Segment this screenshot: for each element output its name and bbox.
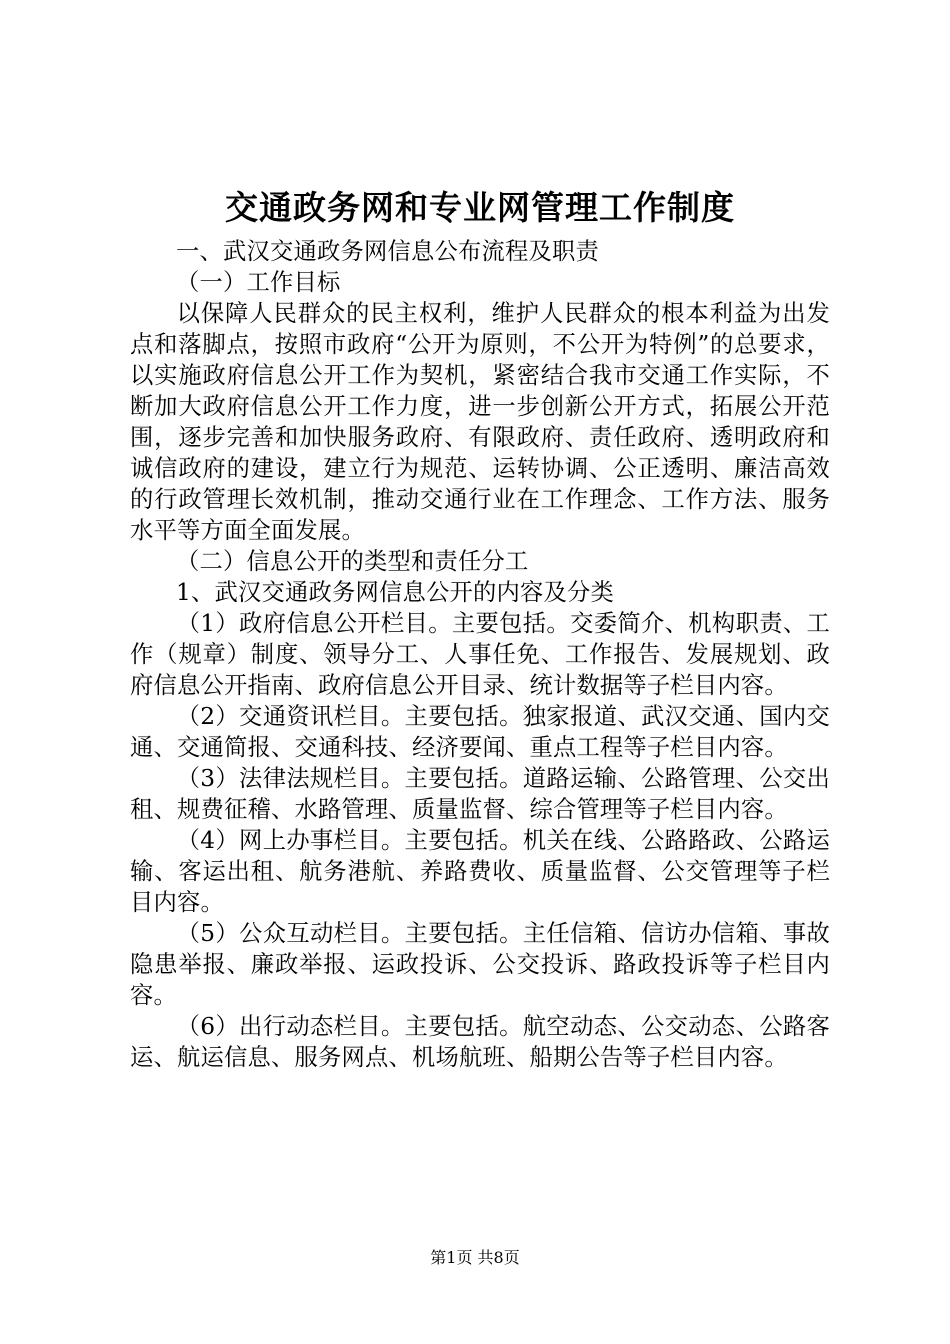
section-heading-content: 1、武汉交通政务网信息公开的内容及分类 (176, 579, 614, 606)
page-number-footer: 第1页 共8页 (430, 1248, 520, 1267)
list-item-government-info: （1）政府信息公开栏目。主要包括。交委简介、机构职责、工作（规章）制度、领导分工、人事任免、工作报告、发展规划、政府信息公开指南、政府信息公开目录、统计数据等子栏目内容。 (130, 610, 830, 699)
list-item-travel-updates: （6）出行动态栏目。主要包括。航空动态、公交动态、公路客运、航运信息、服务网点、机场航班、船期公告等子栏目内容。 (130, 1013, 830, 1071)
section-heading-1: 一、武汉交通政务网信息公布流程及职责 (176, 238, 599, 265)
document-page (130, 186, 830, 1073)
section-heading-types: （二）信息公开的类型和责任分工 (176, 548, 529, 575)
list-item-public-interaction: （5）公众互动栏目。主要包括。主任信箱、信访办信箱、事故隐患举报、廉政举报、运政投诉、公交投诉、路政投诉等子栏目内容。 (130, 920, 830, 1009)
list-item-laws: （3）法律法规栏目。主要包括。道路运输、公路管理、公交出租、规费征稽、水路管理、质量监督、综合管理等子栏目内容。 (130, 765, 830, 823)
list-item-online-services: （4）网上办事栏目。主要包括。机关在线、公路路政、公路运输、客运出租、航务港航、养路费收、质量监督、公交管理等子栏目内容。 (130, 827, 830, 916)
list-item-traffic-news: （2）交通资讯栏目。主要包括。独家报道、武汉交通、国内交通、交通简报、交通科技、经济要闻、重点工程等子栏目内容。 (130, 703, 830, 761)
section-heading-goal: （一）工作目标 (176, 269, 341, 296)
goal-paragraph: 以保障人民群众的民主权利，维护人民群众的根本利益为出发点和落脚点，按照市政府“公开为原则，不公开为特例”的总要求，以实施政府信息公开工作为契机，紧密结合我市交通工作实际，不断加大政府信息公开工作力度，进一步创新公开方式，拓展公开范围，逐步完善和加快服务政府、有限政府、责任政府、透明政府和诚信政府的建设，建立行为规范、运转协调、公正透明、廉洁高效的行政管理长效机制，推动交通行业在工作理念、工作方法、服务水平等方面全面发展。 (130, 300, 830, 544)
document-title: 交通政务网和专业网管理工作制度 (225, 188, 735, 227)
